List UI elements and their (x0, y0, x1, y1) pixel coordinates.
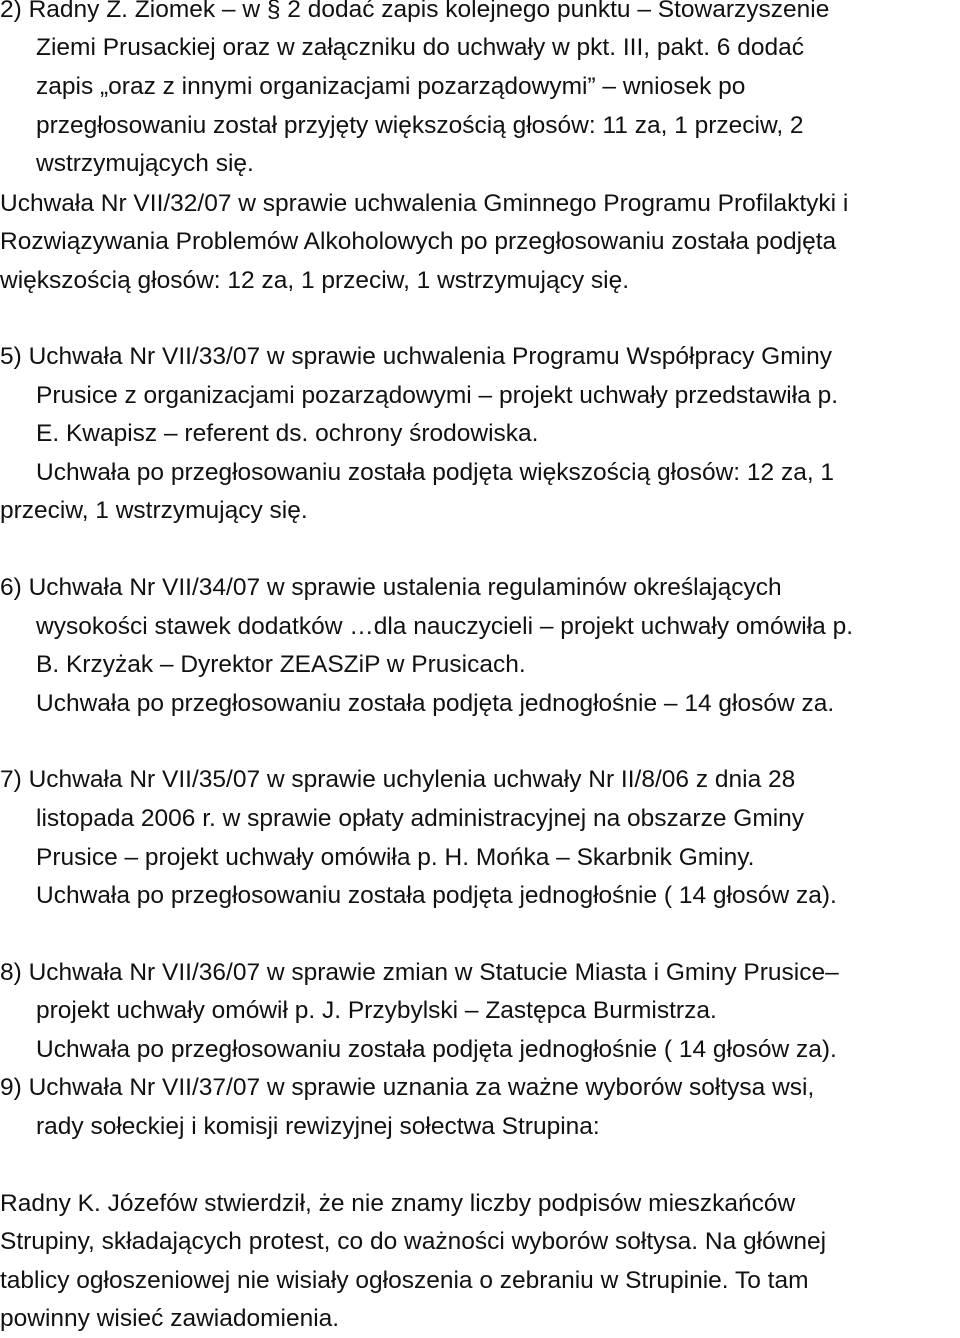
text-line: wstrzymujących się. (36, 150, 254, 177)
text-line: powinny wisieć zawiadomienia. (0, 1305, 340, 1332)
text-line: 9) Uchwała Nr VII/37/07 w sprawie uznania za ważne wyborów sołtysa wsi, (0, 1074, 815, 1101)
text-line: tablicy ogłoszeniowej nie wisiały ogłoszenia o zebraniu w Strupinie. To tam (0, 1267, 809, 1294)
text-line: większością głosów: 12 za, 1 przeciw, 1 wstrzymujący się. (0, 267, 630, 294)
text-line: zapis „oraz z innymi organizacjami pozarządowymi” – wniosek po (36, 73, 746, 100)
text-line: wysokości stawek dodatków …dla nauczycieli – projekt uchwały omówiła p. (36, 613, 854, 640)
text-line: Uchwała po przegłosowaniu została podjęta jednogłośnie ( 14 głosów za). (36, 882, 837, 909)
text-line: Rozwiązywania Problemów Alkoholowych po przegłosowaniu została podjęta (0, 228, 837, 255)
text-line: B. Krzyżak – Dyrektor ZEASZiP w Prusicach. (36, 651, 526, 678)
text-line: Prusice z organizacjami pozarządowymi – projekt uchwały przedstawiła p. (36, 382, 839, 409)
text-line: E. Kwapisz – referent ds. ochrony środowiska. (36, 420, 539, 447)
text-line: listopada 2006 r. w sprawie opłaty administracyjnej na obszarze Gminy (36, 805, 805, 832)
text-line: 6) Uchwała Nr VII/34/07 w sprawie ustalenia regulaminów określających (0, 574, 782, 601)
text-line: Strupiny, składających protest, co do ważności wyborów sołtysa. Na głównej (0, 1228, 827, 1255)
text-line: 2) Radny Z. Ziomek – w § 2 dodać zapis kolejnego punktu – Stowarzyszenie (0, 0, 830, 23)
text-line: Uchwała po przegłosowaniu została podjęta jednogłośnie ( 14 głosów za). (36, 1036, 837, 1063)
text-line: Uchwała po przegłosowaniu została podjęta większością głosów: 12 za, 1 (36, 459, 835, 486)
text-line: Ziemi Prusackiej oraz w załączniku do uchwały w pkt. III, pakt. 6 dodać (36, 34, 804, 61)
text-line: przeciw, 1 wstrzymujący się. (0, 497, 308, 524)
text-line: projekt uchwały omówił p. J. Przybylski – Zastępca Burmistrza. (36, 997, 717, 1024)
text-line: 7) Uchwała Nr VII/35/07 w sprawie uchylenia uchwały Nr II/8/06 z dnia 28 (0, 766, 796, 793)
text-line: Radny K. Józefów stwierdził, że nie znamy liczby podpisów mieszkańców (0, 1190, 796, 1217)
text-line: Uchwała Nr VII/32/07 w sprawie uchwalenia Gminnego Programu Profilaktyki i (0, 190, 849, 217)
text-line: rady sołeckiej i komisji rewizyjnej sołectwa Strupina: (36, 1113, 600, 1140)
text-line: Prusice – projekt uchwały omówiła p. H. Mońka – Skarbnik Gminy. (36, 844, 755, 871)
text-line: Uchwała po przegłosowaniu została podjęta jednogłośnie – 14 głosów za. (36, 690, 835, 717)
text-line: 8) Uchwała Nr VII/36/07 w sprawie zmian w Statucie Miasta i Gminy Prusice– (0, 959, 839, 986)
text-line: 5) Uchwała Nr VII/33/07 w sprawie uchwalenia Programu Współpracy Gminy (0, 343, 832, 370)
text-line: przegłosowaniu został przyjęty większością głosów: 11 za, 1 przeciw, 2 (36, 112, 804, 139)
